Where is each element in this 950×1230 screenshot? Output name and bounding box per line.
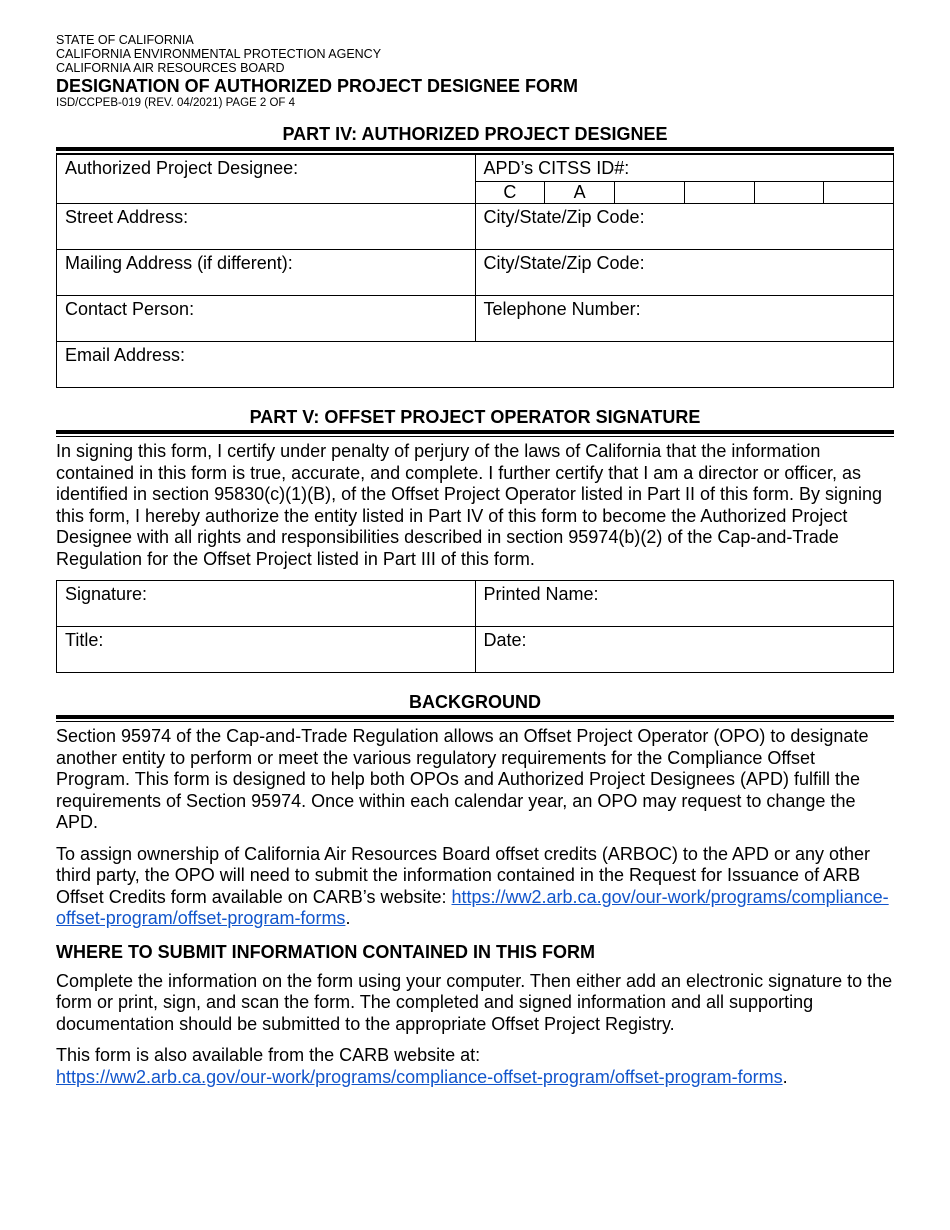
mailing-city-state-zip-field[interactable] <box>475 250 894 296</box>
form-code: ISD/CCPEB-019 (REV. 04/2021) PAGE 2 OF 4 <box>56 97 296 109</box>
submit-heading: WHERE TO SUBMIT INFORMATION CONTAINED IN THIS FORM <box>56 941 595 962</box>
contact-person-field[interactable] <box>57 296 476 342</box>
citss-box-2[interactable]: A <box>545 182 615 203</box>
certification-text: In signing this form, I certify under penalty of perjury of the laws of California that the information contained in this form is true, accurate, and complete. I further certify that I am a director or officer, as identified in section 95830(c)(1)(B), of the Offset Project Operator listed in Part II of this form. By signing this form, I hereby authorize the entity listed in Part IV of this form to become the Authorized Project Designee with all rights and responsibilities described in section 95974(b)(2) of the Cap-and-Trade Regulation for the Offset Project listed in Part III of this form. <box>56 441 883 569</box>
title-field[interactable] <box>57 627 476 673</box>
telephone-field[interactable] <box>475 296 894 342</box>
citss-box-3[interactable] <box>615 182 685 203</box>
form-page <box>56 33 894 1088</box>
designee-label: Authorized Project Designee: <box>65 158 299 178</box>
offset-forms-link-1[interactable]: https://ww2.arb.ca.gov/our-work/programs/compliance-offset-program/offset-program-forms <box>56 886 889 928</box>
offset-forms-link-2[interactable]: https://ww2.arb.ca.gov/our-work/programs/compliance-offset-program/offset-program-forms <box>56 1066 783 1087</box>
title-label: Title: <box>65 630 104 650</box>
submit-paragraph: Complete the information on the form using your computer. Then either add an electronic signature to the form or print, sign, and scan the form. The completed and signed information and all supporting documentation should be submitted to the appropriate Offset Project Registry. <box>56 970 893 1034</box>
mailing-address-label: Mailing Address (if different): <box>65 253 293 273</box>
header-state: STATE OF CALIFORNIA <box>56 33 194 47</box>
city-state-zip-field[interactable] <box>475 204 894 250</box>
signature-table <box>56 580 894 673</box>
citss-id-cell <box>475 155 894 204</box>
citss-label: APD’s CITSS ID#: <box>476 155 894 182</box>
street-address-label: Street Address: <box>65 207 189 227</box>
period-1: . <box>345 908 351 928</box>
citss-box-1[interactable]: C <box>476 182 546 203</box>
signature-label: Signature: <box>65 584 148 604</box>
mailing-city-state-zip-label: City/State/Zip Code: <box>483 253 645 273</box>
citss-box-4[interactable] <box>685 182 755 203</box>
agency-header <box>56 33 894 110</box>
citss-box-6[interactable] <box>824 182 893 203</box>
email-address-label: Email Address: <box>65 345 186 365</box>
availability-paragraph <box>56 1045 894 1088</box>
date-field[interactable] <box>475 627 894 673</box>
printed-name-field[interactable] <box>475 581 894 627</box>
date-label: Date: <box>483 630 527 650</box>
part4-heading: PART IV: AUTHORIZED PROJECT DESIGNEE <box>56 124 894 151</box>
signature-field[interactable] <box>57 581 476 627</box>
arboc-text: To assign ownership of California Air Resources Board offset credits (ARBOC) to the APD or any other third party, the OPO will need to submit the information contained in the Request for Issuance of ARB Offset Credits form available on CARB’s website: <box>56 843 871 907</box>
contact-person-label: Contact Person: <box>65 299 195 319</box>
header-board: CALIFORNIA AIR RESOURCES BOARD <box>56 61 285 75</box>
availability-text: This form is also available from the CARB website at: <box>56 1045 481 1065</box>
citss-box-5[interactable] <box>755 182 825 203</box>
citss-id-boxes <box>476 182 894 203</box>
designee-field[interactable] <box>57 155 476 204</box>
background-paragraph-2 <box>56 844 894 930</box>
street-address-field[interactable] <box>57 204 476 250</box>
period-2: . <box>782 1066 788 1087</box>
designee-table <box>56 154 894 388</box>
mailing-address-field[interactable] <box>57 250 476 296</box>
part5-heading: PART V: OFFSET PROJECT OPERATOR SIGNATURE <box>56 407 894 434</box>
header-agency: CALIFORNIA ENVIRONMENTAL PROTECTION AGENCY <box>56 47 382 61</box>
background-paragraph-1: Section 95974 of the Cap-and-Trade Regulation allows an Offset Project Operator (OPO) to designate another entity to perform or meet the various regulatory requirements for the Compliance Offset Program. This form is designed to help both OPOs and Authorized Project Designees (APD) fulfill the requirements of Section 95974. Once within each calendar year, an OPO may request to change the APD. <box>56 726 869 832</box>
printed-name-label: Printed Name: <box>483 584 599 604</box>
city-state-zip-label: City/State/Zip Code: <box>483 207 645 227</box>
telephone-label: Telephone Number: <box>483 299 641 319</box>
background-heading: BACKGROUND <box>56 692 894 719</box>
email-address-field[interactable] <box>57 342 894 388</box>
form-title: DESIGNATION OF AUTHORIZED PROJECT DESIGNEE FORM <box>56 76 579 96</box>
